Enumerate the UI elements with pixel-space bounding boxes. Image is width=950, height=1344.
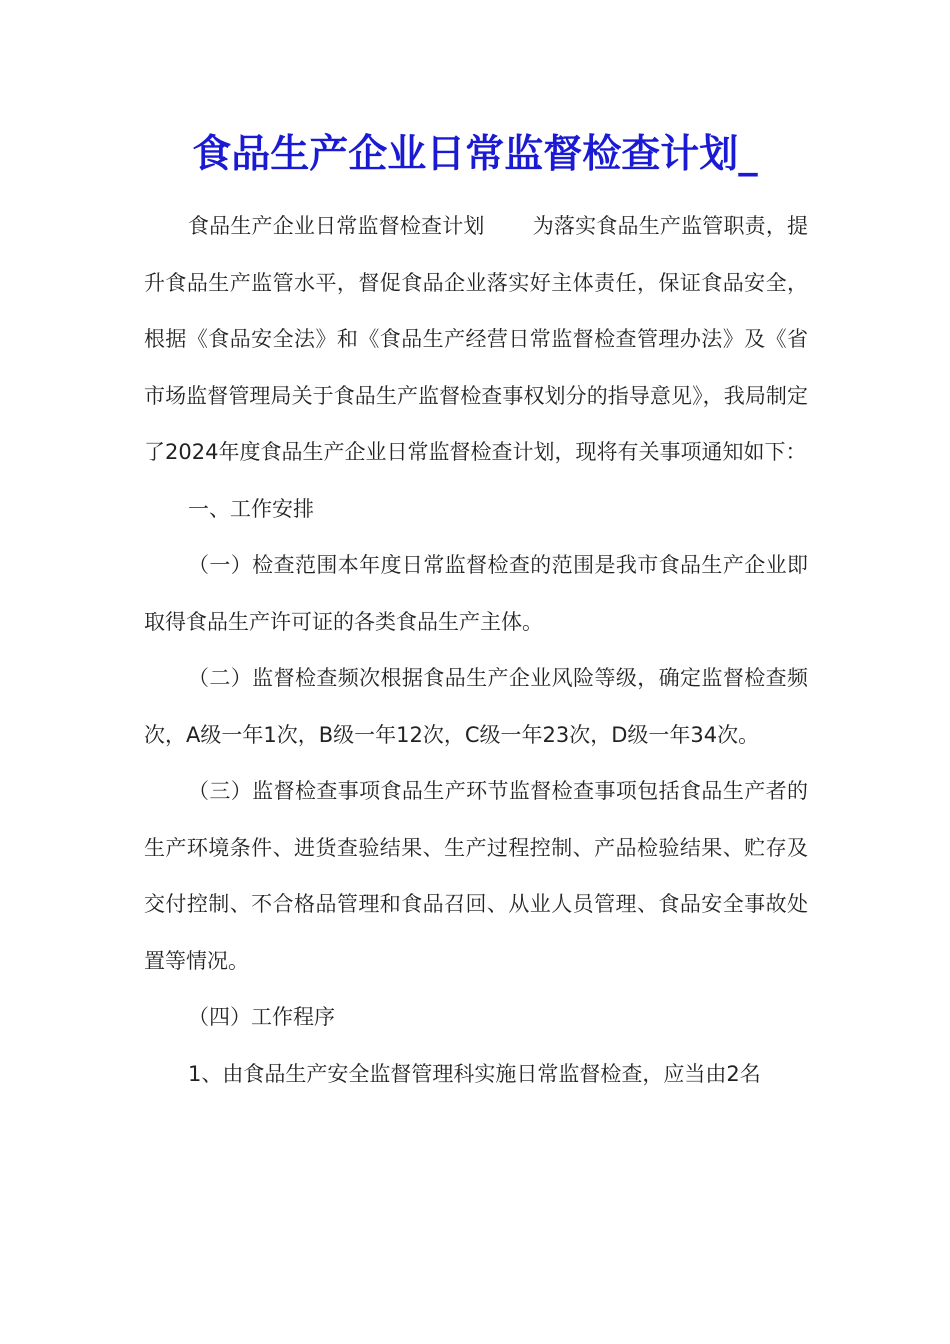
- paragraph-procedure-heading: （四）工作程序: [188, 1005, 335, 1029]
- paragraph-frequency: （二）监督检查频次根据食品生产企业风险等级，确定监督检查频次，A级一年1次，B级一年12次，C级一年23次，D级一年34次。: [144, 666, 808, 747]
- section-heading: 一、工作安排: [188, 496, 314, 521]
- paragraph-intro-text: 为落实食品生产监管职责，提升食品生产监管水平，督促食品企业落实好主体责任，保证食品安全，根据《食品安全法》和《食品生产经营日常监督检查管理办法》及《省市场监督管理局关于食品生产监督检查事权划分的指导意见》，我局制定了2024年度食品生产企业日常监督检查计划，现将有关事项通知如下：: [144, 214, 809, 464]
- paragraph-scope: （一）检查范围本年度日常监督检查的范围是我市食品生产企业即取得食品生产许可证的各类食品生产主体。: [144, 553, 808, 634]
- paragraph-intro: [144, 198, 808, 481]
- document-title: 食品生产企业日常监督检查计划_: [192, 131, 758, 177]
- paragraph-items: （三）监督检查事项食品生产环节监督检查事项包括食品生产者的生产环境条件、进货查验结果、生产过程控制、产品检验结果、贮存及交付控制、不合格品管理和食品召回、从业人员管理、食品安全事故处置等情况。: [144, 779, 808, 973]
- paragraph-intro-lead: 食品生产企业日常监督检查计划: [188, 214, 485, 238]
- document-body: [144, 198, 808, 1102]
- paragraph-procedure-1: 1、由食品生产安全监督管理科实施日常监督检查，应当由2名: [188, 1061, 761, 1086]
